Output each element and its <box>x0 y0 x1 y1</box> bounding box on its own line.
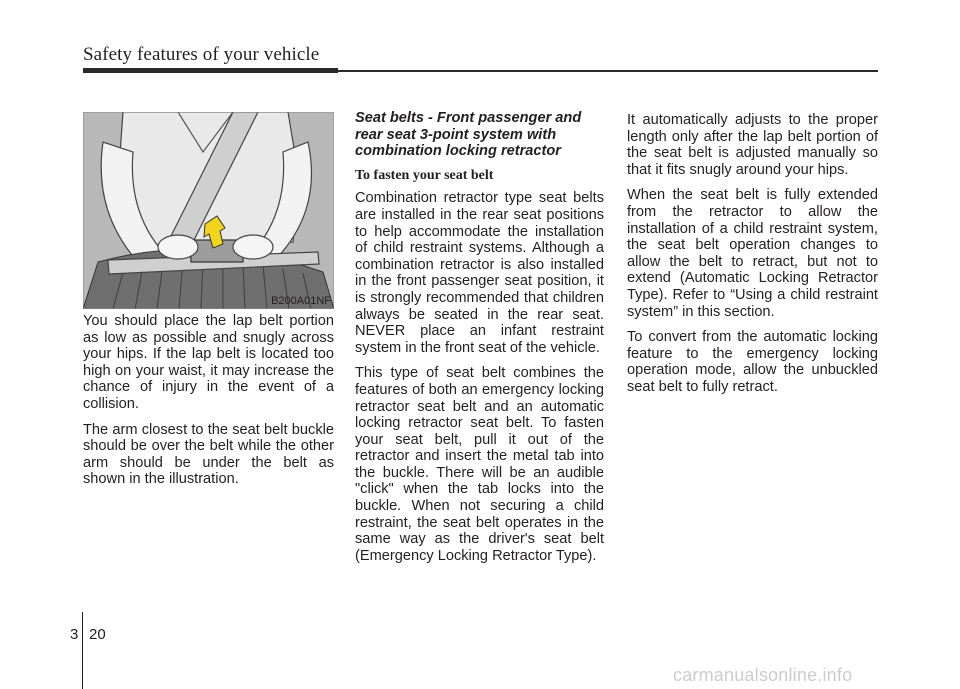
paragraph: This type of seat belt combines the features of both an emergency locking retractor seat belt and an automatic locking retractor seat belt. To fasten your seat belt, pull it out of the retractor and insert the metal tab into the buckle. There will be an audible "click" when the tab locks into the buckle. When not securing a child restraint, the seat belt operates in the same way as the driver's seat belt (Emergency Locking Retractor Type). <box>355 365 604 564</box>
seat-belt-illustration <box>83 112 334 309</box>
page-number: 20 <box>89 626 106 643</box>
figure-label: B200A01NF <box>271 295 331 307</box>
paragraph: The arm closest to the seat belt buckle should be over the belt while the other arm should be under the belt as shown in the illustration. <box>83 421 334 488</box>
header-rule-thin <box>338 70 878 72</box>
page-header-title: Safety features of your vehicle <box>83 44 320 65</box>
seat-belt-drawing <box>83 112 334 309</box>
footer-divider <box>82 612 83 689</box>
paragraph: Combination retractor type seat belts are installed in the rear seat positions to help accommodate the installation of child restraint systems. Although a combination retractor is also installed in the front passenger seat position, it is strongly recommended that children always be seated in the rear seat. NEVER place an infant restraint system in the front seat of the vehicle. <box>355 190 604 356</box>
watermark: carmanualsonline.info <box>673 665 853 685</box>
section-title: Seat belts - Front passenger and rear seat 3-point system with combination locking retractor <box>355 110 582 160</box>
paragraph: To convert from the automatic locking feature to the emergency locking operation mode, allow the unbuckled seat belt to fully retract. <box>627 329 878 395</box>
subsection-title: To fasten your seat belt <box>355 167 494 183</box>
column-middle <box>355 110 604 573</box>
header-rule-thick <box>83 68 338 73</box>
paragraph: It automatically adjusts to the proper length only after the lap belt portion of the seat belt is adjusted manually so that it fits snugly around your hips. <box>627 112 878 178</box>
column-left <box>83 313 334 497</box>
chapter-number: 3 <box>70 626 79 643</box>
paragraph: When the seat belt is fully extended from the retractor to allow the installation of a child restraint system, the seat belt operation changes to allow the belt to retract, but not to extend (Automatic Locking Retractor Type). Refer to “Using a child restraint system” in this section. <box>627 187 878 320</box>
paragraph: You should place the lap belt portion as low as possible and snugly across your hips. If the lap belt is located too high on your waist, it may increase the chance of injury in the event of a collision. <box>83 313 334 412</box>
column-right <box>627 112 878 405</box>
